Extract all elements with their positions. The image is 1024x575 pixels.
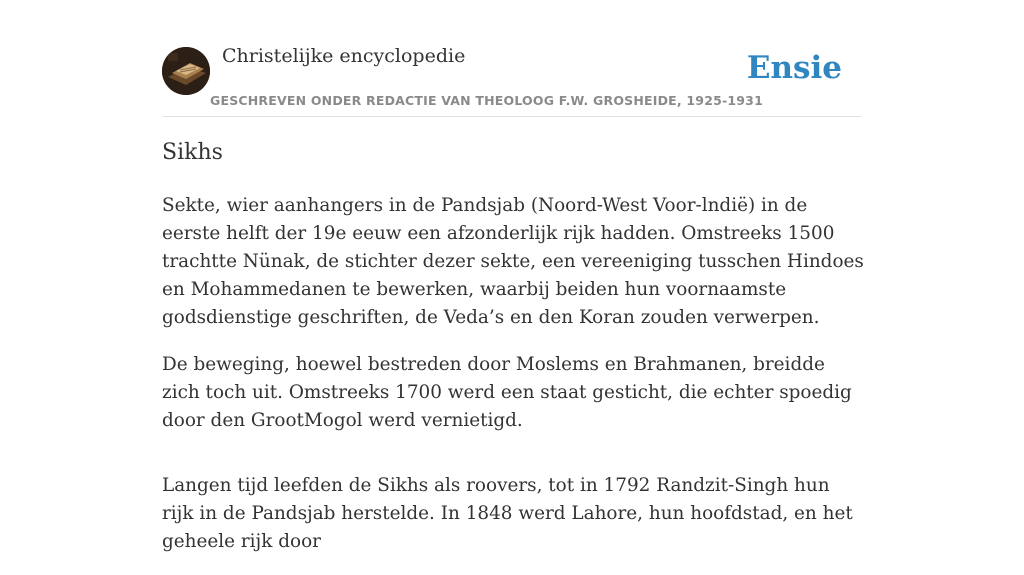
- site-title[interactable]: Christelijke encyclopedie: [222, 45, 466, 67]
- article-body: [162, 192, 864, 575]
- article-paragraph: Langen tijd leefden de Sikhs als roovers, tot in 1792 Randzit-Singh hun rijk in de Pandsjab herstelde. In 1848 werd Lahore, hun hoofdstad, en het geheele rijk door: [162, 475, 853, 552]
- site-subtitle: GESCHREVEN ONDER REDACTIE VAN THEOLOOG F.W. GROSHEIDE, 1925-1931: [210, 93, 763, 108]
- article-paragraph: Sekte, wier aanhangers in de Pandsjab (Noord-West Voor-lndië) in de eerste helft der 19e eeuw een afzonderlijk rijk hadden. Omstreeks 1500 trachtte Nünak, de stichter dezer sekte, een vereeniging tusschen Hindoes en Mohammedanen te bewerken, waarbij beiden hun voornaamste godsdienstige geschriften, de Veda’s en den Koran zouden verwerpen.: [162, 195, 864, 328]
- book-icon[interactable]: [162, 47, 210, 95]
- brand-logo[interactable]: Ensie: [746, 50, 842, 86]
- article-paragraph: De beweging, hoewel bestreden door Moslems en Brahmanen, breidde zich toch uit. Omstreeks 1700 werd een staat gesticht, die echter spoedig door den GrootMogol werd vernietigd.: [162, 354, 852, 431]
- site-header: [162, 0, 862, 117]
- page-container: [162, 0, 864, 552]
- article-title: Sikhs: [162, 140, 223, 165]
